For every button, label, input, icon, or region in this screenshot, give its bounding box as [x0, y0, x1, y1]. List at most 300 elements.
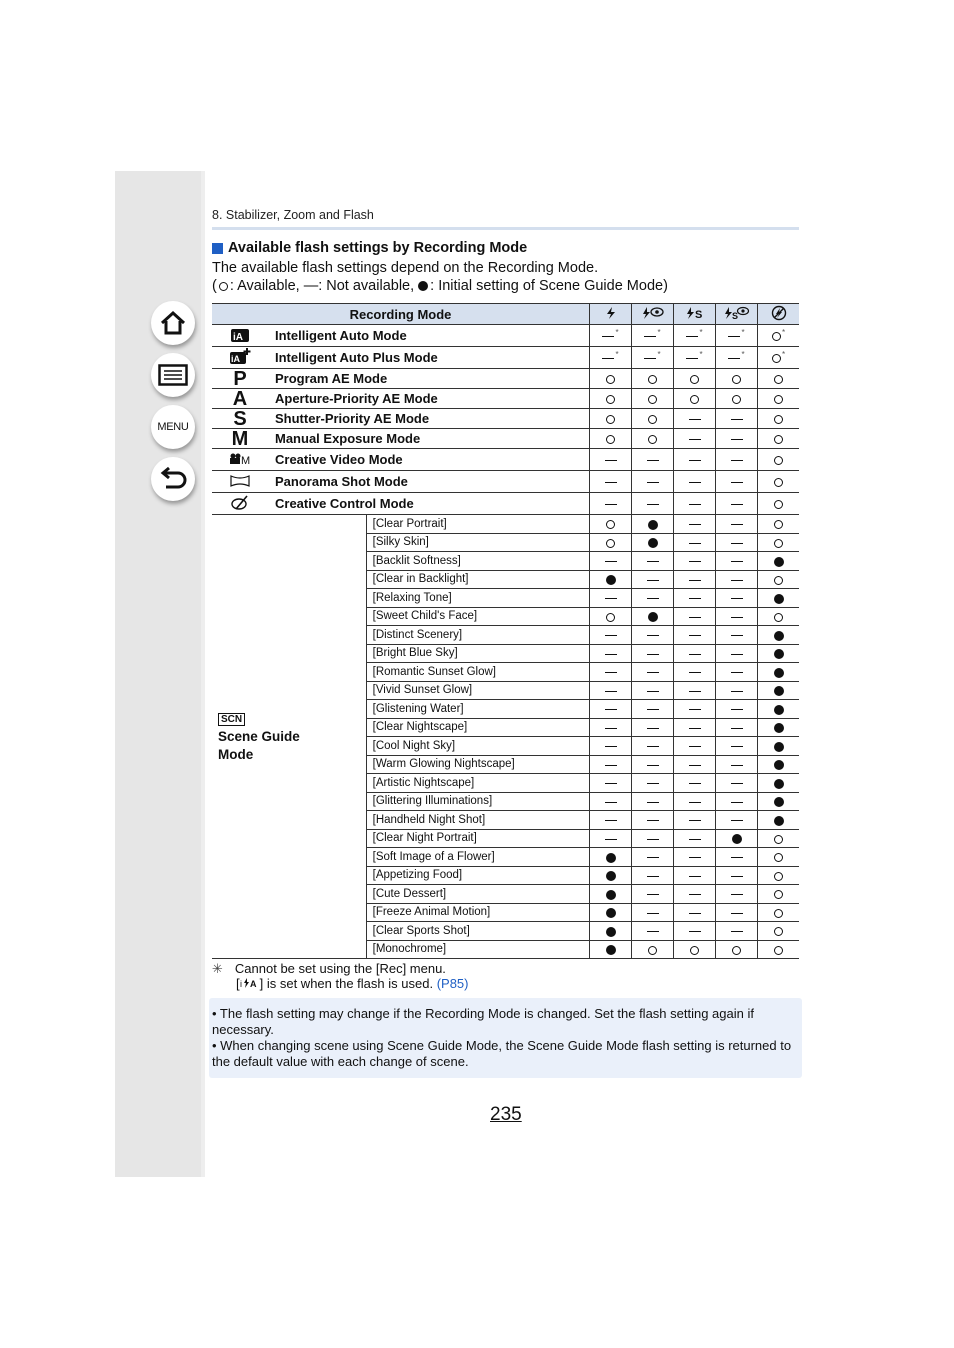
mode-row [212, 369, 799, 389]
not-available-dash-icon [647, 598, 659, 599]
value-cell [632, 885, 674, 904]
scene-label: [Clear Night Portrait] [366, 829, 589, 848]
value-cell [674, 607, 716, 626]
initial-setting-dot-icon [774, 594, 784, 604]
value-cell [632, 718, 674, 737]
not-available-dash-icon [731, 580, 743, 581]
section-title-text: Available flash settings by Recording Mode [228, 240, 528, 256]
svg-text:A: A [249, 979, 257, 989]
not-available-dash-icon [689, 765, 701, 766]
not-available-dash-icon [689, 876, 701, 877]
footnote-mark: * [781, 328, 786, 337]
value-cell [674, 829, 716, 848]
not-available-dash-icon [731, 765, 743, 766]
available-circle-icon [774, 375, 783, 384]
col-slow-sync-redeye [716, 304, 758, 325]
not-available-dash-icon [602, 336, 614, 337]
value-cell [590, 811, 632, 830]
not-available-dash-icon [689, 439, 701, 440]
value-cell [674, 493, 716, 515]
not-available-dash-icon [605, 783, 617, 784]
mode-label: Creative Video Mode [268, 449, 590, 471]
not-available-dash-icon [731, 709, 743, 710]
notes-box [209, 998, 802, 1078]
value-cell [758, 829, 800, 848]
value-cell [674, 718, 716, 737]
not-available-dash-icon [647, 460, 659, 461]
value-cell [716, 626, 758, 645]
footnote-mark: * [657, 350, 661, 359]
value-cell [632, 552, 674, 571]
not-available-dash-icon [731, 802, 743, 803]
not-available-dash-icon [689, 783, 701, 784]
available-circle-icon [772, 332, 781, 341]
not-available-dash-icon [689, 543, 701, 544]
mode-label: Creative Control Mode [268, 493, 590, 515]
value-cell [758, 589, 800, 608]
available-circle-icon [606, 613, 615, 622]
not-available-dash-icon [605, 765, 617, 766]
not-available-dash-icon [689, 839, 701, 840]
legend-not-available: : Not available, [318, 278, 415, 294]
not-available-dash-icon [731, 728, 743, 729]
initial-setting-dot-icon [774, 557, 784, 567]
value-cell [758, 409, 800, 429]
value-cell [590, 718, 632, 737]
initial-dot-icon [418, 281, 428, 291]
note-item: • The flash setting may change if the Recording Mode is changed. Set the flash setting again if necessary. [212, 1006, 754, 1037]
value-cell [674, 681, 716, 700]
available-circle-icon [774, 456, 783, 465]
initial-setting-dot-icon [606, 871, 616, 881]
mode-row [212, 389, 799, 409]
value-cell [758, 644, 800, 663]
value-cell [758, 449, 800, 471]
footnote-line2 [212, 976, 468, 991]
not-available-dash-icon [689, 419, 701, 420]
value-cell [716, 755, 758, 774]
available-circle-icon [774, 435, 783, 444]
not-available-dash-icon [689, 561, 701, 562]
value-cell [674, 700, 716, 719]
value-cell [590, 347, 632, 369]
intro-text: The available flash settings depend on the Recording Mode. [212, 260, 599, 276]
value-cell [632, 570, 674, 589]
flash-off-icon [771, 305, 787, 321]
value-cell [674, 369, 716, 389]
not-available-dash-icon [647, 561, 659, 562]
section-square-icon [212, 243, 223, 254]
list-icon [158, 364, 188, 386]
value-cell [716, 681, 758, 700]
value-cell [758, 429, 800, 449]
value-cell [632, 533, 674, 552]
home-icon [159, 310, 187, 336]
not-available-dash-icon [689, 691, 701, 692]
initial-setting-dot-icon [774, 686, 784, 696]
scene-label: [Clear Sports Shot] [366, 922, 589, 941]
value-cell [590, 515, 632, 534]
value-cell [758, 811, 800, 830]
value-cell [632, 700, 674, 719]
mode-label: Program AE Mode [268, 369, 590, 389]
not-available-dash-icon [689, 857, 701, 858]
value-cell [674, 347, 716, 369]
footnote-star: ✳ [212, 961, 223, 976]
value-cell [590, 389, 632, 409]
available-circle-icon [648, 415, 657, 424]
contents-button[interactable] [151, 353, 195, 397]
mode-rows [212, 325, 799, 515]
not-available-dash-icon [647, 728, 659, 729]
menu-button[interactable] [151, 405, 195, 449]
not-available-dash-icon [689, 598, 701, 599]
footnote-mark: * [741, 328, 745, 337]
value-cell [590, 663, 632, 682]
not-available-dash-icon [605, 820, 617, 821]
value-cell [758, 792, 800, 811]
footnote-line1 [212, 961, 468, 976]
value-cell [590, 449, 632, 471]
scene-guide-label-2: Mode [218, 747, 254, 762]
available-circle-icon [732, 395, 741, 404]
page-number: 235 [490, 1104, 522, 1125]
value-cell [632, 449, 674, 471]
value-cell [590, 533, 632, 552]
not-available-dash-icon [689, 820, 701, 821]
value-cell [674, 644, 716, 663]
mode-label: Intelligent Auto Mode [268, 325, 590, 347]
not-available-dash-icon [689, 709, 701, 710]
scene-label: [Monochrome] [366, 940, 589, 959]
available-circle-icon [774, 835, 783, 844]
legend-dash: — [303, 278, 319, 294]
value-cell [758, 533, 800, 552]
not-available-dash-icon [605, 482, 617, 483]
available-circle-icon [606, 415, 615, 424]
value-cell [716, 471, 758, 493]
value-cell [632, 515, 674, 534]
scene-label: [Romantic Sunset Glow] [366, 663, 589, 682]
value-cell [758, 471, 800, 493]
mode-icon-cell [212, 347, 268, 369]
value-cell [716, 347, 758, 369]
panorama-icon [229, 477, 251, 492]
value-cell [758, 774, 800, 793]
svg-text:S: S [731, 310, 738, 320]
value-cell [716, 922, 758, 941]
available-circle-icon [606, 375, 615, 384]
footnote-bracket: [ [236, 976, 240, 991]
available-circle-icon [606, 395, 615, 404]
scene-label: [Handheld Night Shot] [366, 811, 589, 830]
p85-link[interactable]: (P85) [436, 976, 469, 991]
not-available-dash-icon [731, 524, 743, 525]
table-header-row [212, 304, 799, 325]
footnote-text2: ] is set when the flash is used. [259, 976, 434, 991]
value-cell [716, 589, 758, 608]
intelligent-auto-icon [230, 331, 250, 346]
initial-setting-dot-icon [774, 723, 784, 733]
available-circle-icon [606, 435, 615, 444]
scene-label: [Freeze Animal Motion] [366, 903, 589, 922]
initial-setting-dot-icon [774, 649, 784, 659]
not-available-dash-icon [689, 746, 701, 747]
not-available-dash-icon [605, 504, 617, 505]
not-available-dash-icon [689, 504, 701, 505]
mode-row [212, 347, 799, 369]
value-cell [758, 389, 800, 409]
value-cell [716, 700, 758, 719]
value-cell [590, 369, 632, 389]
footnote-mark: * [615, 350, 619, 359]
header-rule [212, 227, 799, 230]
value-cell [674, 737, 716, 756]
value-cell [632, 755, 674, 774]
menu-label: MENU [157, 421, 189, 433]
footnote-mark: * [657, 328, 661, 337]
svg-text:i: i [239, 979, 242, 989]
value-cell [716, 718, 758, 737]
value-cell [590, 792, 632, 811]
back-arrow-icon [159, 466, 187, 492]
not-available-dash-icon [647, 820, 659, 821]
slow-sync-redeye-icon [724, 306, 750, 320]
value-cell [632, 409, 674, 429]
scene-label: [Cool Night Sky] [366, 737, 589, 756]
initial-setting-dot-icon [774, 797, 784, 807]
scene-label: [Silky Skin] [366, 533, 589, 552]
not-available-dash-icon [731, 654, 743, 655]
footnote [212, 961, 468, 991]
col-slow-sync [674, 304, 716, 325]
home-button[interactable] [151, 301, 195, 345]
col-flash-forced-on [590, 304, 632, 325]
section-title [212, 240, 527, 256]
value-cell [716, 644, 758, 663]
scene-label: [Clear Nightscape] [366, 718, 589, 737]
not-available-dash-icon [689, 524, 701, 525]
not-available-dash-icon [647, 857, 659, 858]
not-available-dash-icon [731, 894, 743, 895]
not-available-dash-icon [689, 617, 701, 618]
available-circle-icon [774, 478, 783, 487]
not-available-dash-icon [647, 580, 659, 581]
value-cell [758, 347, 800, 369]
scene-label: [Clear Portrait] [366, 515, 589, 534]
mode-a-icon: A [232, 387, 248, 410]
value-cell [674, 774, 716, 793]
initial-setting-dot-icon [774, 742, 784, 752]
value-cell [716, 369, 758, 389]
not-available-dash-icon [647, 802, 659, 803]
not-available-dash-icon [605, 709, 617, 710]
value-cell [674, 922, 716, 941]
available-circle-icon [648, 395, 657, 404]
not-available-dash-icon [728, 358, 740, 359]
not-available-dash-icon [647, 504, 659, 505]
initial-setting-dot-icon [774, 760, 784, 770]
svg-text:iA: iA [231, 354, 240, 364]
note-item: • When changing scene using Scene Guide Mode, the Scene Guide Mode flash setting is returned to the default value with each change of scene. [212, 1038, 792, 1069]
initial-setting-dot-icon [606, 927, 616, 937]
not-available-dash-icon [689, 672, 701, 673]
value-cell [716, 663, 758, 682]
scene-rows [212, 515, 799, 959]
value-cell [632, 774, 674, 793]
mode-label: Intelligent Auto Plus Mode [268, 347, 590, 369]
available-circle-icon [774, 520, 783, 529]
scene-label: [Soft Image of a Flower] [366, 848, 589, 867]
not-available-dash-icon [731, 504, 743, 505]
not-available-dash-icon [605, 802, 617, 803]
value-cell [674, 811, 716, 830]
value-cell [758, 552, 800, 571]
mode-icon-cell [212, 449, 268, 471]
initial-setting-dot-icon [606, 890, 616, 900]
not-available-dash-icon [731, 672, 743, 673]
initial-setting-dot-icon [648, 538, 658, 548]
available-circle-icon [774, 927, 783, 936]
not-available-dash-icon [689, 654, 701, 655]
scene-label: [Relaxing Tone] [366, 589, 589, 608]
svg-text:M: M [241, 455, 251, 467]
value-cell [758, 325, 800, 347]
value-cell [632, 848, 674, 867]
value-cell [716, 552, 758, 571]
mode-icon-cell [212, 389, 268, 409]
not-available-dash-icon [647, 672, 659, 673]
value-cell [590, 325, 632, 347]
back-button[interactable] [151, 457, 195, 501]
not-available-dash-icon [605, 672, 617, 673]
value-cell [716, 885, 758, 904]
value-cell [590, 429, 632, 449]
initial-setting-dot-icon [648, 520, 658, 530]
mode-icon-cell [212, 409, 268, 429]
value-cell [590, 493, 632, 515]
value-cell [716, 533, 758, 552]
available-circle-icon [774, 576, 783, 585]
value-cell [632, 663, 674, 682]
value-cell [674, 325, 716, 347]
mode-icon-cell [212, 325, 268, 347]
scene-label: [Clear in Backlight] [366, 570, 589, 589]
scene-label: [Cute Dessert] [366, 885, 589, 904]
scene-label: [Glittering Illuminations] [366, 792, 589, 811]
value-cell [632, 493, 674, 515]
not-available-dash-icon [602, 358, 614, 359]
value-cell [674, 389, 716, 409]
available-circle-icon [690, 395, 699, 404]
not-available-dash-icon [731, 439, 743, 440]
svg-text:S: S [694, 308, 702, 320]
value-cell [758, 369, 800, 389]
not-available-dash-icon [731, 543, 743, 544]
available-circle-icon [606, 539, 615, 548]
value-cell [716, 792, 758, 811]
available-circle-icon [774, 539, 783, 548]
value-cell [674, 626, 716, 645]
breadcrumb: 8. Stabilizer, Zoom and Flash [212, 208, 374, 222]
initial-setting-dot-icon [774, 779, 784, 789]
value-cell [632, 866, 674, 885]
mode-icon-cell [212, 429, 268, 449]
value-cell [590, 681, 632, 700]
creative-video-icon [228, 455, 252, 470]
initial-setting-dot-icon [648, 612, 658, 622]
value-cell [632, 922, 674, 941]
scene-guide-icon: SCN [218, 713, 245, 726]
value-cell [674, 866, 716, 885]
value-cell [758, 885, 800, 904]
not-available-dash-icon [647, 913, 659, 914]
ia-flash-icon [240, 977, 260, 989]
value-cell [632, 347, 674, 369]
value-cell [674, 471, 716, 493]
footnote-mark: * [699, 328, 703, 337]
mode-m-icon: M [231, 427, 249, 450]
not-available-dash-icon [731, 857, 743, 858]
value-cell [590, 607, 632, 626]
not-available-dash-icon [647, 839, 659, 840]
legend-line: ( : Available, — : Not available, : Initial setting of Scene Guide Mode) [212, 278, 668, 294]
not-available-dash-icon [647, 654, 659, 655]
flash-forced-on-icon [604, 306, 618, 320]
value-cell [632, 903, 674, 922]
not-available-dash-icon [647, 931, 659, 932]
available-circle-icon [648, 946, 657, 955]
not-available-dash-icon [647, 765, 659, 766]
available-circle-icon [648, 435, 657, 444]
available-circle-icon [732, 375, 741, 384]
available-circle-icon [606, 520, 615, 529]
value-cell [674, 533, 716, 552]
value-cell [716, 940, 758, 959]
value-cell [716, 389, 758, 409]
value-cell [632, 589, 674, 608]
value-cell [674, 515, 716, 534]
value-cell [758, 493, 800, 515]
value-cell [632, 429, 674, 449]
available-circle-icon [774, 872, 783, 881]
value-cell [758, 903, 800, 922]
mode-row [212, 449, 799, 471]
footnote-mark: * [615, 328, 619, 337]
value-cell [590, 922, 632, 941]
scene-row [212, 515, 799, 534]
footnote-text1: Cannot be set using the [Rec] menu. [234, 961, 446, 976]
value-cell [674, 589, 716, 608]
value-cell [590, 866, 632, 885]
not-available-dash-icon [689, 894, 701, 895]
value-cell [590, 940, 632, 959]
legend-available: : Available, [229, 278, 300, 294]
not-available-dash-icon [731, 931, 743, 932]
scene-label: [Artistic Nightscape] [366, 774, 589, 793]
not-available-dash-icon [647, 783, 659, 784]
not-available-dash-icon [731, 876, 743, 877]
legend-initial: : Initial setting of Scene Guide Mode) [430, 278, 668, 294]
flash-forced-on-redeye-icon [641, 306, 665, 320]
mode-s-icon: S [233, 407, 247, 430]
scene-label: [Warm Glowing Nightscape] [366, 755, 589, 774]
not-available-dash-icon [728, 336, 740, 337]
initial-setting-dot-icon [774, 816, 784, 826]
value-cell [590, 737, 632, 756]
not-available-dash-icon [605, 561, 617, 562]
value-cell [758, 681, 800, 700]
